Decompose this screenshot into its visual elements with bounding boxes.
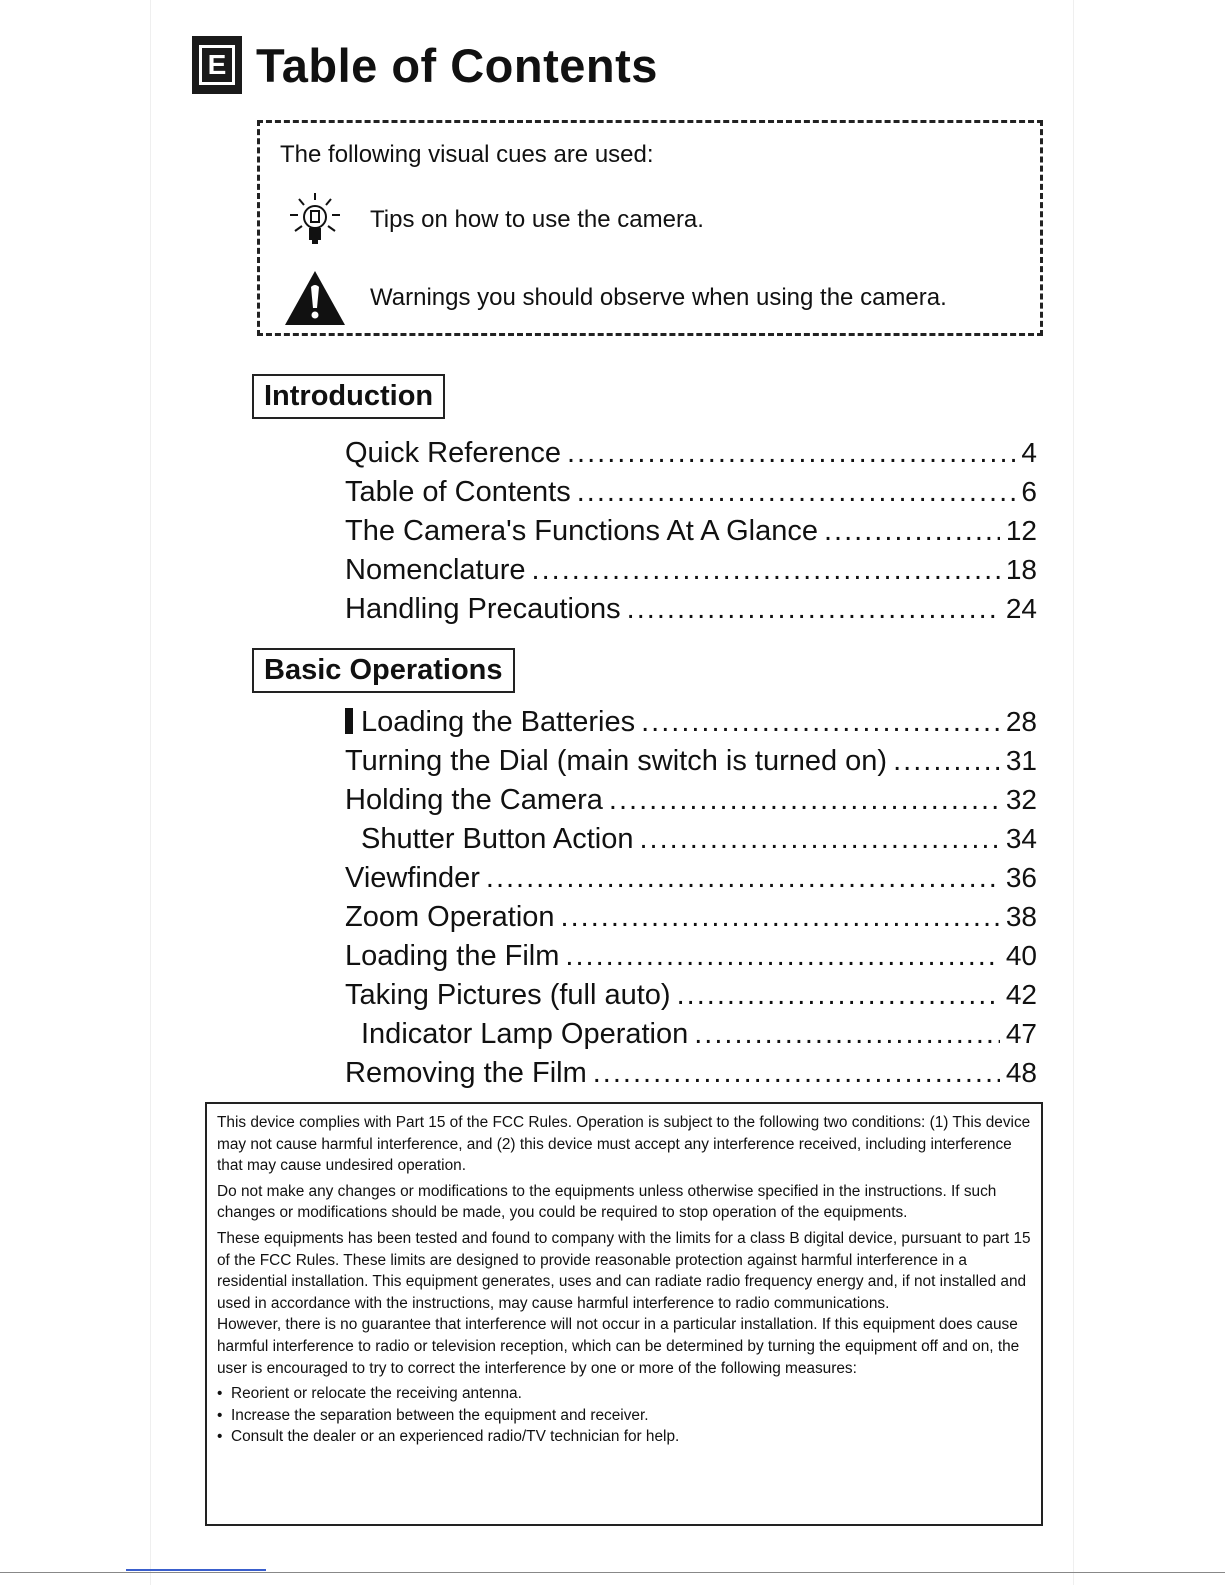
- toc-item[interactable]: [345, 1057, 1037, 1096]
- toc-item[interactable]: [345, 706, 1037, 745]
- cue-warning-text: Warnings you should observe when using the camera.: [370, 284, 947, 311]
- toc-item-label: Viewfinder: [345, 862, 480, 894]
- toc-leader-dots: [639, 823, 999, 856]
- toc-item[interactable]: [345, 515, 1037, 554]
- cue-tip-text: Tips on how to use the camera.: [370, 206, 704, 233]
- toc-item-page: 12: [1005, 515, 1037, 546]
- toc-item[interactable]: [345, 437, 1037, 476]
- lightbulb-icon: [280, 185, 350, 255]
- toc-item-page: 42: [1005, 979, 1037, 1010]
- toc-leader-dots: [593, 1057, 1000, 1090]
- toc-item-label: Nomenclature: [345, 554, 526, 586]
- toc-item[interactable]: [345, 554, 1037, 593]
- toc-item-label: Table of Contents: [345, 476, 571, 508]
- toc-item-page: 32: [1005, 784, 1037, 815]
- toc-leader-dots: [893, 745, 1000, 778]
- battery-icon: [345, 708, 353, 734]
- warning-triangle-icon: [280, 263, 350, 333]
- toc-item[interactable]: [345, 901, 1037, 940]
- fcc-paragraph: This device complies with Part 15 of the FCC Rules. Operation is subject to the following two conditions: (1) This device may not cause harmful interference, and (2) this device must accept any interference received, including interference that may cause undesired operation.: [217, 1114, 1031, 1175]
- toc-item-label: Handling Precautions: [345, 593, 621, 625]
- toc-item-label: Indicator Lamp Operation: [361, 1018, 689, 1050]
- toc-leader-dots: [609, 784, 1000, 817]
- cue-tip-row: [280, 185, 704, 255]
- bottom-divider-accent: [126, 1569, 266, 1571]
- toc-leader-dots: [565, 940, 999, 973]
- toc-item-page: 4: [1021, 437, 1037, 468]
- toc-leader-dots: [627, 593, 1000, 626]
- list-item: • Increase the separation between the equipment and receiver.: [217, 1405, 1031, 1427]
- fcc-paragraph: Do not make any changes or modifications to the equipments unless otherwise specified in the instructions. If such changes or modifications should be made, you could be required to stop operation of the equipments.: [217, 1182, 997, 1222]
- toc-leader-dots: [567, 437, 1015, 470]
- toc-leader-dots: [641, 706, 1000, 739]
- title-row: [192, 36, 658, 94]
- toc-item-page: 28: [1005, 706, 1037, 737]
- toc-item-label: Loading the Film: [345, 940, 560, 972]
- toc-item-label: Shutter Button Action: [361, 823, 634, 855]
- toc-item-page: 36: [1005, 862, 1037, 893]
- toc-item-label: Loading the Batteries: [345, 706, 635, 739]
- toc-leader-dots: [677, 979, 1000, 1012]
- toc-item-page: 40: [1005, 940, 1037, 971]
- toc-item-page: 34: [1005, 823, 1037, 854]
- toc-list-introduction: [345, 437, 1037, 632]
- toc-item[interactable]: [345, 784, 1037, 823]
- page-title: Table of Contents: [256, 38, 658, 92]
- toc-item-page: 18: [1005, 554, 1037, 585]
- toc-item[interactable]: [345, 940, 1037, 979]
- toc-subitem[interactable]: [345, 823, 1037, 862]
- toc-item-label: The Camera's Functions At A Glance: [345, 515, 818, 547]
- toc-item-page: 38: [1005, 901, 1037, 932]
- toc-item[interactable]: [345, 476, 1037, 515]
- toc-item[interactable]: [345, 979, 1037, 1018]
- fcc-notice-box: [205, 1102, 1043, 1526]
- section-heading-introduction: Introduction: [252, 374, 445, 419]
- toc-item[interactable]: [345, 593, 1037, 632]
- list-item: • Consult the dealer or an experienced radio/TV technician for help.: [217, 1426, 1031, 1448]
- bottom-divider: [0, 1572, 1225, 1573]
- fcc-paragraph: These equipments has been tested and found to company with the limits for a class B digital device, pursuant to part 15 of the FCC Rules. These limits are designed to provide reasonable protection against harmful interference in a residential installation. This equipment generates, uses and can radiate radio frequency energy and, if not installed and used in accordance with the instructions, may cause harmful interference to radio communications.: [217, 1229, 1031, 1312]
- toc-leader-dots: [486, 862, 1000, 895]
- cue-warning-row: [280, 263, 947, 333]
- toc-item-page: 47: [1005, 1018, 1037, 1049]
- toc-item-label: Holding the Camera: [345, 784, 603, 816]
- toc-item-page: 6: [1021, 476, 1037, 507]
- toc-item-page: 24: [1005, 593, 1037, 624]
- fcc-paragraph: However, there is no guarantee that interference will not occur in a particular installation. If this equipment does cause harmful interference to radio or television reception, which can be determined by turning the equipment off and on, the user is encouraged to try to correct the interference by one or more of the following measures:: [217, 1316, 1020, 1377]
- toc-item-label: Quick Reference: [345, 437, 561, 469]
- toc-item[interactable]: [345, 745, 1037, 784]
- toc-item-page: 31: [1005, 745, 1037, 776]
- toc-leader-dots: [577, 476, 1016, 509]
- toc-list-basic-operations: [345, 706, 1037, 1096]
- list-item: • Reorient or relocate the receiving antenna.: [217, 1383, 1031, 1405]
- toc-leader-dots: [824, 515, 1000, 548]
- toc-item-label: Turning the Dial (main switch is turned on): [345, 745, 888, 777]
- visual-cues-box: [257, 120, 1043, 336]
- fcc-measures-list: [217, 1383, 1031, 1448]
- toc-leader-dots: [561, 901, 1000, 934]
- toc-subitem[interactable]: [345, 1018, 1037, 1057]
- section-heading-basic-operations: Basic Operations: [252, 648, 515, 693]
- cues-intro: The following visual cues are used:: [280, 141, 654, 168]
- toc-item-label: Removing the Film: [345, 1057, 587, 1089]
- toc-item-label: Zoom Operation: [345, 901, 555, 933]
- language-badge: E: [192, 36, 242, 94]
- toc-item-page: 48: [1005, 1057, 1037, 1088]
- toc-leader-dots: [694, 1018, 1000, 1051]
- toc-item[interactable]: [345, 862, 1037, 901]
- toc-item-label: Taking Pictures (full auto): [345, 979, 671, 1011]
- toc-leader-dots: [532, 554, 1000, 587]
